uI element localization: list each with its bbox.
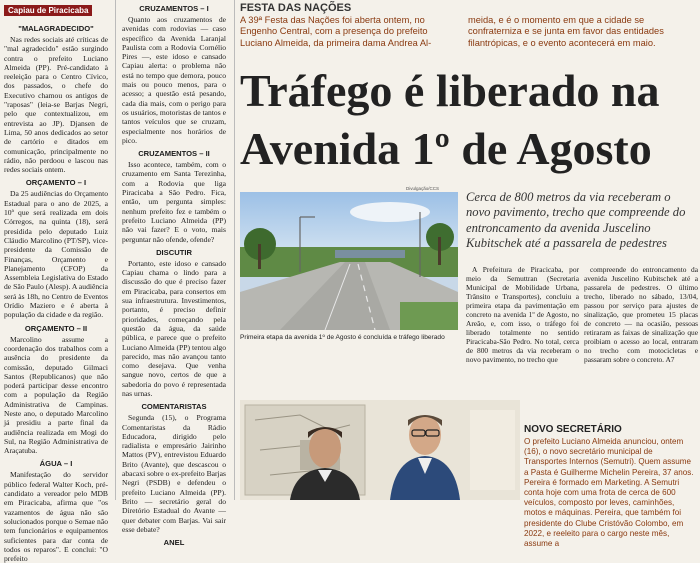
headline-line-2: Avenida 1º de Agosto	[240, 123, 652, 174]
paragraph-malagradecido: Nas redes sociais até críticas de "mal agradecido" estão surgindo contra o prefeito Luciano Almeida (PP). Pré-candidato à reeleição para o Centro Cívico, dos passados, o chefe do Executivo chamou os antigos de "raposas" (leia-se Barjas Negri, pelo que contextualizou, em entrevista ao JP). Djansen de Lima, 50 anos dedicados ao setor de cartório e ditados em comunicação, principalmente no rádio, não perdoou e lascou nas redes sociais ontem.	[4, 35, 108, 175]
avenue-illustration	[240, 192, 458, 330]
secretary-photo	[240, 400, 520, 500]
column-capiau-1	[0, 0, 112, 563]
main-headline	[240, 62, 700, 178]
paragraph-cruzamentos-1: Quanto aos cruzamentos de avenidas com rodovias — caso específico da Avenida Laranjal Paulista com a Rodovia Cornélio Pires —, este idoso e cansado Capiau alerta: o problema não está no tempo que demora, pouco mais ou pouco menos, para o acesso; a questão está pesando, cada dia mais, com o perigo para os usuários, motoristas de tantos e tantos veículos que se cruzam, especialmente nos horários de pico.	[122, 15, 226, 145]
heading-cruzamentos-1: CRUZAMENTOS – I	[139, 4, 209, 13]
heading-comentaristas: COMENTARISTAS	[141, 402, 207, 412]
heading-agua-1: ÁGUA – I	[39, 459, 73, 469]
column-divider	[115, 0, 116, 500]
heading-malagradecido: "MALAGRADECIDO"	[18, 24, 94, 33]
secretary-illustration	[240, 400, 520, 500]
heading-orcamento-1: ORÇAMENTO – I	[25, 178, 87, 188]
story-deck: Cerca de 800 metros da via receberam o novo pavimento, trecho que compreende do entroncamento da avenida Juscelino Kubitschek até a passarela de pedestres	[466, 190, 686, 251]
strip-text-left: A 39ª Festa das Nações foi aberta ontem, no Engenho Central, com a presença do prefeito Luciano Almeida, da primeira dama Andrea Al-	[240, 15, 432, 48]
festa-das-nacoes-strip	[240, 0, 700, 50]
heading-anel: ANEL	[163, 538, 185, 548]
avenue-photo	[240, 192, 458, 330]
heading-discutir: DISCUTIR	[156, 247, 192, 257]
story-column-2	[584, 265, 698, 364]
column-divider	[234, 0, 235, 500]
paragraph-agua-1: Manifestação do servidor público federal Walter Koch, pré-candidato a vereador pelo MDB em Piracicaba, afirma que "os vazamentos de água não são solucionados porque o Semae não tem funcionários e equipamentos suficientes para dar conta de todos os reparos". E conclui: "O prefeito	[4, 470, 108, 563]
column-capiau-2	[118, 0, 230, 548]
headline-line-1: Tráfego é liberado na	[240, 65, 660, 116]
paragraph-orcamento-1: Da 25 audiências do Orçamento Estadual para o ano de 2025, a 10ª que será realizada em dois Córregos, na quinta (18), será presidida pelo deputado Luiz Cláudio Marcolino (PT/SP), vice-presidente da Comissão de Finanças, Orçamento e Planejamento (CFOP) da Assembleia Legislativa do Estado de São Paulo (Alesp). A audiência será às 18h, no Centro de Eventos Orídio Maziero e é aberta à população da cidade e da região.	[4, 189, 108, 320]
paragraph-cruzamentos-2: Isso acontece, também, com o cruzamento em Santa Terezinha, com a Rodovia que liga Piracicaba a São Pedro. Fica, então, um pergunta simples: nenhum prefeito fez e também o prefeito Luciano Almeida (PP) não vai fazer? E o voto, mais perguntar não ofende, ofende?	[122, 160, 226, 244]
secretario-text: O prefeito Luciano Almeida anunciou, ontem (16), o novo secretário municipal de Transportes Internos (Semutri). Quem assume a Pasta é Guilherme Michelin Pereira, 37 anos. Pereira é formado em Marketing. A Semutri conta hoje com uma frota de cerca de 600 veículos, composto por leves, caminhões, motos e máquinas. Pereira, que também foi presidente do Clube Cristóvão Colombo, em 2022, e reeleito para o cargo neste mês, assume a	[524, 437, 694, 549]
story-paragraph: compreende do entroncamento da avenida Juscelino Kubitschek até a passarela de pedestres. O último trecho, liberado no sábado, 13/04, passou por serviço para ajustes de sinalização, que prometeu 15 placas de concreto — na ocasião, pessoas retiraram as faixas de sinalização que proibiam o acesso ao local, entraram no trecho com motocicletas e passaram sobre o concreto. A7	[584, 265, 698, 364]
paragraph-comentaristas: Segunda (15), o Programa Comentaristas da Rádio Educadora, dirigido pelo radialista e empresário Jairinho Mattos (PV), entrevistou Eduardo Brito (Avante), que descascou o abacaxi sobre o ex-prefeito Barjas Negri (PSDB) e defendeu o prefeito Luciano Almeida (PP). Brito — secretário geral do Diretório Estadual do Avante — quer debater com Barjas. Vai sair esse debate?	[122, 413, 226, 534]
strip-text-right: meida, e é o momento em que a cidade se confraterniza e se junta em favor das entidades filantrópicas, e o evento acontecerá em maio.	[468, 15, 664, 48]
photo-credit: Divulgação/CCS	[406, 186, 440, 191]
story-column-1	[466, 265, 579, 364]
photo-caption: Primeira etapa da avenida 1º de Agosto é concluída e tráfego liberado	[240, 334, 445, 341]
heading-orcamento-2: ORÇAMENTO – II	[24, 323, 88, 333]
strip-kicker: FESTA DAS NAÇÕES	[240, 2, 352, 14]
secretario-kicker: NOVO SECRETÁRIO	[524, 424, 622, 435]
story-paragraph: A Prefeitura de Piracicaba, por meio da Semuttran (Secretaria Municipal de Mobilidade Urbana, Trânsito e Transportes), concluiu a primeira etapa da pavimentação em concreto na avenida 1º de Agosto, no Areão, e, com isso, o tráfego foi liberado totalmente no sentido Piracicaba-São Pedro. No total, cerca de 800 metros da via receberam o novo pavimento, no trecho que	[466, 265, 579, 364]
paragraph-discutir: Portanto, este idoso e cansado Capiau chama o lindo para a discussão do que é preciso fazer em Piracicaba, para consertos em sua infraestrutura. Investimentos, portanto, é preciso definir prioridades, começando pela questão da água, da saúde pública, e parece que o prefeito Luciano Almeida (PP) tentou algo parecido, mas não avançou tanto como desejava. Que venha sangue novo, certos de que a sabedoria do povo é representada nas urnas.	[122, 258, 226, 398]
paragraph-orcamento-2: Marcolino assume a coordenação dos trabalhos com a ausência do presidente da comissão, deputado Gilmaci Santos (Republicanos) que não poderá participar desse encontro com a população da Região Administrativa de Campinas. Neste ano, o deputado Marcolino já presidiu a parte final da audiência realizada em Mogi do Sul, na Região Administrativa de Araçatuba.	[4, 334, 108, 456]
heading-cruzamentos-2: CRUZAMENTOS – II	[138, 149, 210, 159]
section-tag: Capiau de Piracicaba	[4, 5, 92, 16]
